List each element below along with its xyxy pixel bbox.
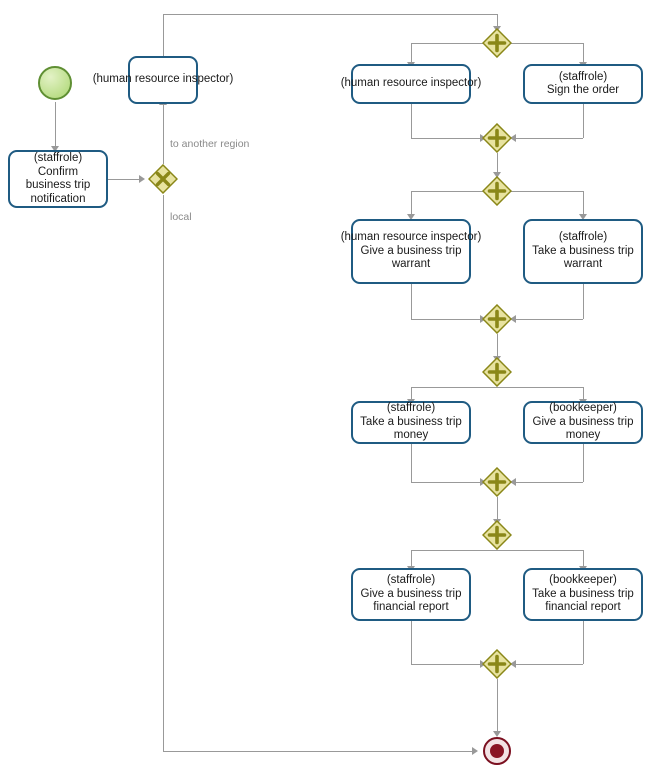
activity-label: Give a business trip warrant	[360, 244, 462, 271]
activity-role: (human resource inspector)	[92, 73, 234, 86]
connector-local-rail-down	[163, 195, 164, 751]
gateway-parallel-top[interactable]	[482, 28, 512, 58]
connector-join3-to-fork4	[497, 497, 498, 521]
connector-warrant-right-to-join2-h	[512, 319, 583, 320]
activity-take-business-trip-warrant[interactable]	[523, 219, 643, 284]
connector-join4-to-end	[497, 679, 498, 733]
connector-fork2-left-down	[411, 191, 412, 216]
edge-label-local: local	[170, 211, 192, 223]
activity-role: (human resource inspector)	[340, 77, 482, 90]
end-node	[483, 737, 511, 765]
activity-give-business-trip-financial-report[interactable]	[351, 568, 471, 621]
activity-human-resource-inspector-1[interactable]	[340, 64, 482, 104]
gateway-parallel-fork-2[interactable]	[482, 176, 512, 206]
activity-label: Take a business trip financial report	[532, 587, 634, 614]
connector-local-rail-to-end	[163, 751, 474, 752]
connector-report-right-to-join4	[583, 621, 584, 664]
connector-money-right-to-join3-h	[512, 482, 583, 483]
connector-sign-to-join1	[583, 104, 584, 138]
activity-label: Take a business trip money	[360, 415, 462, 442]
connector-join2-to-fork3	[497, 334, 498, 358]
connector-fork4-left	[411, 550, 497, 551]
gateway-exclusive-branch[interactable]	[148, 164, 178, 194]
gateway-parallel-join-4[interactable]	[482, 649, 512, 679]
connector-fork3-left	[411, 387, 497, 388]
activity-role: (staffrole)	[558, 70, 608, 83]
connector-warrant-left-to-join2-h	[411, 319, 482, 320]
connector-branch-to-hr-top	[163, 104, 164, 164]
connector-confirm-to-branch	[108, 179, 141, 180]
activity-role: (staffrole)	[386, 402, 436, 415]
activity-label: Give a business trip money	[532, 415, 634, 442]
activity-label: Confirm business trip notification	[25, 165, 91, 205]
activity-give-business-trip-money[interactable]	[523, 401, 643, 444]
gateway-parallel-fork-4[interactable]	[482, 520, 512, 550]
connector-arrow	[139, 175, 145, 183]
activity-label: Take a business trip warrant	[532, 244, 634, 271]
connector-report-left-to-join4	[411, 621, 412, 664]
connector-fork4-right	[497, 550, 583, 551]
gateway-parallel-join-3[interactable]	[482, 467, 512, 497]
start-node	[38, 66, 72, 100]
activity-role: (bookkeeper)	[549, 574, 617, 587]
connector-warrant-right-to-join2	[583, 284, 584, 319]
connector-sign-to-join1-h	[512, 138, 583, 139]
activity-role: (human resource inspector)	[340, 231, 482, 244]
connector-arrow	[472, 747, 478, 755]
gateway-parallel-join-1[interactable]	[482, 123, 512, 153]
connector-money-left-to-join3-h	[411, 482, 482, 483]
activity-role: (staffrole)	[33, 152, 83, 164]
gateway-parallel-fork-3[interactable]	[482, 357, 512, 387]
activity-role: (staffrole)	[386, 574, 436, 587]
connector-hr1-to-join1	[411, 104, 412, 138]
connector-top-rail	[163, 14, 497, 15]
connector-money-right-to-join3	[583, 444, 584, 482]
activity-role: (staffrole)	[558, 231, 608, 244]
connector-fork-top-left-down	[411, 43, 412, 64]
connector-fork-top-right-down	[583, 43, 584, 64]
connector-hr-top-to-rail	[163, 14, 164, 56]
activity-give-business-trip-warrant[interactable]	[340, 219, 482, 284]
connector-fork3-right	[497, 387, 583, 388]
connector-report-right-to-join4-h	[512, 664, 583, 665]
activity-take-business-trip-money[interactable]	[351, 401, 471, 444]
connector-report-left-to-join4-h	[411, 664, 482, 665]
end-node-inner	[490, 744, 504, 758]
gateway-parallel-join-2[interactable]	[482, 304, 512, 334]
activity-role: (bookkeeper)	[549, 402, 617, 415]
activity-label: Give a business trip financial report	[360, 587, 462, 614]
connector-hr1-to-join1-h	[411, 138, 482, 139]
connector-start-to-confirm	[55, 102, 56, 148]
connector-join1-to-fork2	[497, 153, 498, 174]
activity-confirm-business-trip-notification[interactable]	[8, 150, 108, 208]
activity-sign-the-order[interactable]	[523, 64, 643, 104]
connector-warrant-left-to-join2	[411, 284, 412, 319]
connector-money-left-to-join3	[411, 444, 412, 482]
activity-take-business-trip-financial-report[interactable]	[523, 568, 643, 621]
activity-human-resource-inspector-top[interactable]	[92, 56, 234, 104]
activity-label: Sign the order	[546, 84, 620, 96]
edge-label-to-another-region: to another region	[170, 138, 250, 150]
connector-fork2-right-down	[583, 191, 584, 216]
